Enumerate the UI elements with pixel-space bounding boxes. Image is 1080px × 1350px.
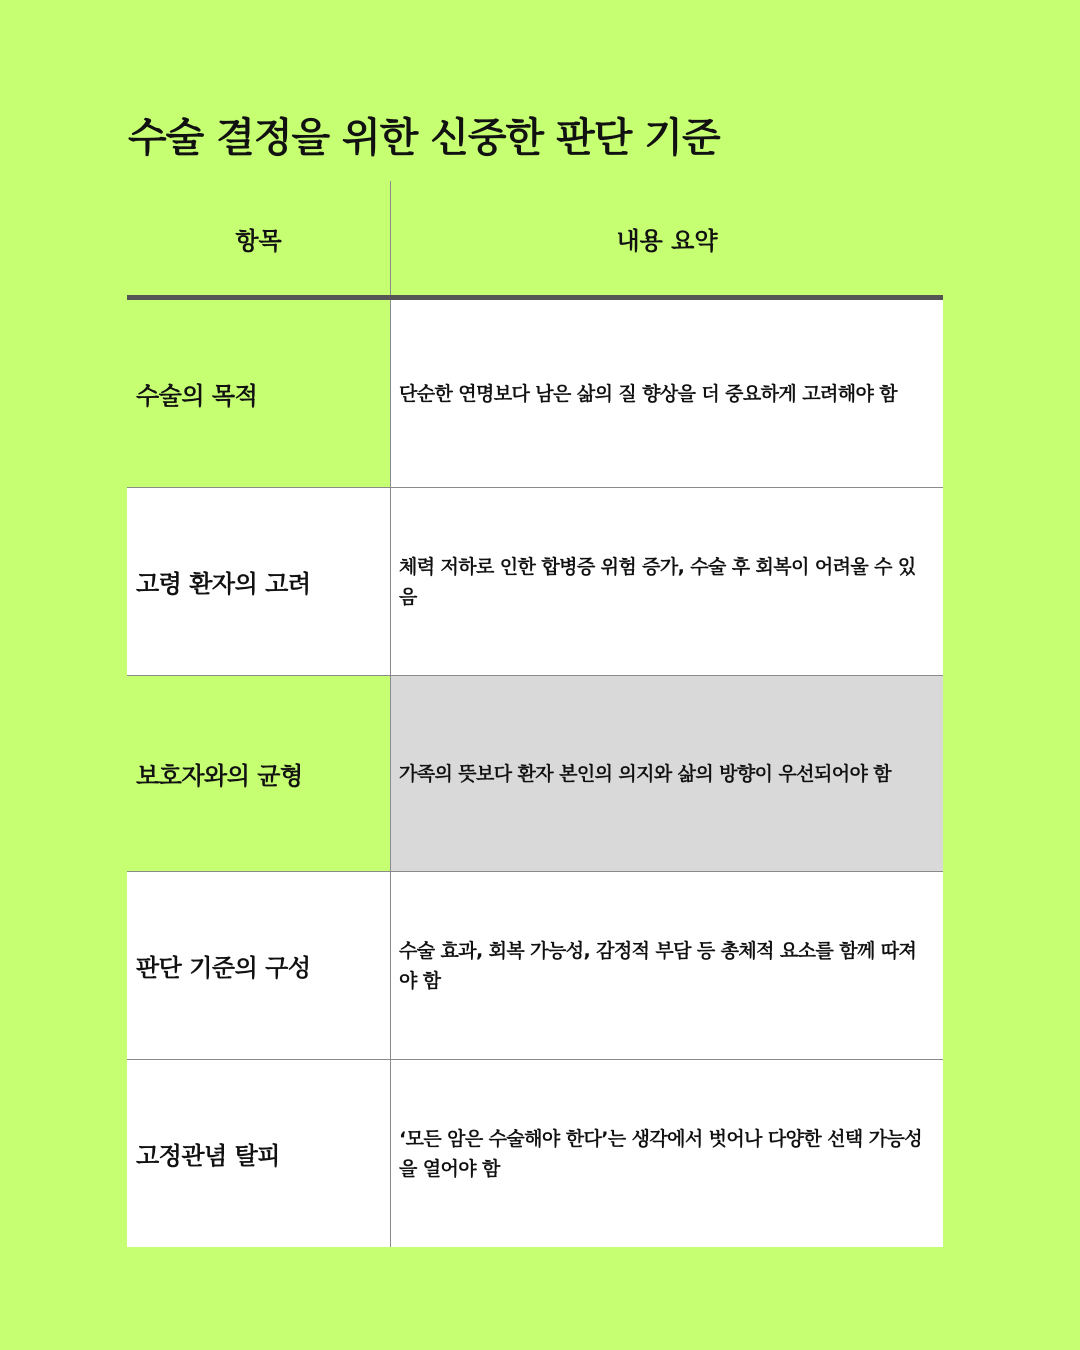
table-row bbox=[127, 872, 943, 1060]
row-summary-cell: 체력 저하로 인한 합병증 위험 증가, 수술 후 회복이 어려울 수 있음 bbox=[390, 488, 943, 675]
row-item-cell: 수술의 목적 bbox=[127, 300, 390, 487]
row-summary-cell: 단순한 연명보다 남은 삶의 질 향상을 더 중요하게 고려해야 함 bbox=[390, 300, 943, 487]
table-row bbox=[127, 676, 943, 872]
row-item-cell: 보호자와의 균형 bbox=[127, 676, 390, 871]
table-row bbox=[127, 488, 943, 676]
table-header-row bbox=[127, 181, 943, 300]
header-summary: 내용 요약 bbox=[390, 181, 943, 295]
row-item-cell: 고령 환자의 고려 bbox=[127, 488, 390, 675]
table-row bbox=[127, 1060, 943, 1247]
row-summary-cell: 가족의 뜻보다 환자 본인의 의지와 삶의 방향이 우선되어야 함 bbox=[390, 676, 943, 871]
header-item: 항목 bbox=[235, 226, 282, 255]
table-row bbox=[127, 300, 943, 488]
row-summary-cell: ‘모든 암은 수술해야 한다’는 생각에서 벗어나 다양한 선택 가능성을 열어야 함 bbox=[390, 1060, 943, 1247]
row-summary-cell: 수술 효과, 회복 가능성, 감정적 부담 등 총체적 요소를 함께 따져야 함 bbox=[390, 872, 943, 1059]
summary-table bbox=[127, 181, 943, 1247]
row-item-cell: 고정관념 탈피 bbox=[127, 1060, 390, 1247]
row-item-cell: 판단 기준의 구성 bbox=[127, 872, 390, 1059]
page-title: 수술 결정을 위한 신중한 판단 기준 bbox=[128, 115, 720, 161]
